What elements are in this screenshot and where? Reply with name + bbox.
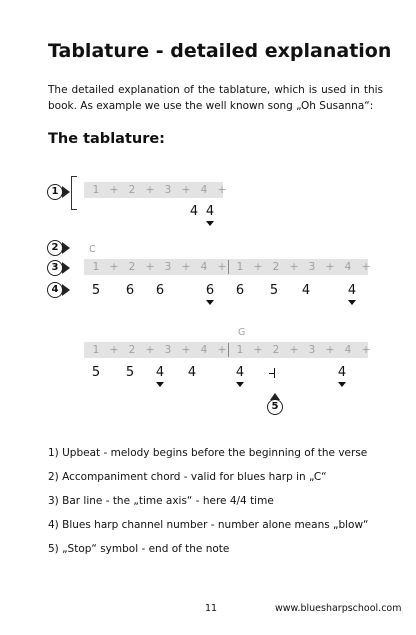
chord-label-c: C xyxy=(89,244,96,255)
channel-note: 4 xyxy=(187,365,197,380)
channel-note: 4 xyxy=(205,204,215,219)
channel-note: 5 xyxy=(125,365,135,380)
beat-label: + xyxy=(253,344,263,356)
channel-note: 4 xyxy=(189,204,199,219)
beat-label: + xyxy=(181,344,191,356)
beat-label: + xyxy=(289,344,299,356)
beat-label: 2 xyxy=(272,344,280,356)
beat-label: + xyxy=(181,261,191,273)
beat-label: + xyxy=(361,344,371,356)
beat-label: 1 xyxy=(92,261,100,273)
beat-label: 1 xyxy=(236,261,244,273)
verse1-beat-bar xyxy=(84,259,371,275)
intro-paragraph: The detailed explanation of the tablature, which is used in this book. As example we use the well known song „Oh Susanna“: xyxy=(48,84,383,112)
bar-line xyxy=(228,343,229,357)
marker-upbeat xyxy=(47,184,71,200)
beat-label: + xyxy=(109,261,119,273)
marker-number: 1 xyxy=(47,184,63,200)
draw-arrow-icon xyxy=(156,382,164,387)
beat-label: 2 xyxy=(128,261,136,273)
upbeat-bracket xyxy=(71,176,77,210)
website-link[interactable]: www.bluesharpschool.com xyxy=(275,603,402,614)
beat-label: + xyxy=(217,344,227,356)
page-number: 11 xyxy=(205,603,218,614)
section-subtitle: The tablature: xyxy=(48,131,165,147)
beat-label: 4 xyxy=(200,261,208,273)
channel-note: 4 xyxy=(301,283,311,298)
beat-label: 4 xyxy=(344,344,352,356)
marker-number: 4 xyxy=(47,282,63,298)
channel-note: 4 xyxy=(337,365,347,380)
channel-note: 6 xyxy=(125,283,135,298)
channel-note: 6 xyxy=(155,283,165,298)
marker-bar-line xyxy=(47,260,71,276)
draw-arrow-icon xyxy=(206,221,214,226)
beat-label: 3 xyxy=(164,184,172,196)
beat-label: 1 xyxy=(92,184,100,196)
beat-label: 2 xyxy=(128,344,136,356)
beat-label: 4 xyxy=(344,261,352,273)
channel-note: 4 xyxy=(155,365,165,380)
legend-item: 5) „Stop“ symbol - end of the note xyxy=(48,543,230,555)
beat-label: + xyxy=(289,261,299,273)
beat-label: + xyxy=(145,344,155,356)
draw-arrow-icon xyxy=(348,300,356,305)
channel-note: 5 xyxy=(269,283,279,298)
marker-arrow-icon xyxy=(62,284,70,296)
legend-item: 4) Blues harp channel number - number alone means „blow“ xyxy=(48,519,369,531)
beat-label: + xyxy=(145,184,155,196)
channel-note: 6 xyxy=(235,283,245,298)
marker-arrow-icon xyxy=(62,186,70,198)
beat-label: 4 xyxy=(200,184,208,196)
marker-arrow-icon xyxy=(62,262,70,274)
beat-label: + xyxy=(145,261,155,273)
beat-label: + xyxy=(253,261,263,273)
upbeat-beat-bar xyxy=(84,182,227,198)
marker-number: 3 xyxy=(47,260,63,276)
marker-stop-symbol xyxy=(267,393,283,417)
beat-label: 3 xyxy=(164,261,172,273)
beat-label: + xyxy=(109,344,119,356)
marker-channel-number xyxy=(47,282,71,298)
page-title: Tablature - detailed explanation xyxy=(48,40,392,62)
beat-label: 1 xyxy=(92,344,100,356)
draw-arrow-icon xyxy=(206,300,214,305)
marker-number: 2 xyxy=(47,240,63,256)
marker-arrow-icon xyxy=(62,242,70,254)
beat-label: + xyxy=(361,261,371,273)
legend-item: 2) Accompaniment chord - valid for blues harp in „C“ xyxy=(48,471,327,483)
channel-note: 4 xyxy=(235,365,245,380)
bar-line xyxy=(228,260,229,274)
draw-arrow-icon xyxy=(338,382,346,387)
beat-label: 3 xyxy=(164,344,172,356)
beat-label: 4 xyxy=(200,344,208,356)
beat-label: 3 xyxy=(308,261,316,273)
stop-symbol-icon xyxy=(269,368,279,378)
marker-number: 5 xyxy=(267,399,283,415)
beat-label: + xyxy=(325,261,335,273)
channel-note: 5 xyxy=(91,365,101,380)
beat-label: 2 xyxy=(128,184,136,196)
beat-label: + xyxy=(217,261,227,273)
channel-note: 4 xyxy=(347,283,357,298)
beat-label: + xyxy=(181,184,191,196)
beat-label: + xyxy=(217,184,227,196)
beat-label: + xyxy=(325,344,335,356)
channel-note: 6 xyxy=(205,283,215,298)
legend-item: 1) Upbeat - melody begins before the beginning of the verse xyxy=(48,447,368,459)
marker-chord xyxy=(47,240,71,256)
draw-arrow-icon xyxy=(236,382,244,387)
beat-label: 1 xyxy=(236,344,244,356)
verse2-beat-bar xyxy=(84,342,371,358)
chord-label-g: G xyxy=(238,327,246,338)
beat-label: 3 xyxy=(308,344,316,356)
legend-item: 3) Bar line - the „time axis“ - here 4/4 time xyxy=(48,495,274,507)
beat-label: + xyxy=(109,184,119,196)
beat-label: 2 xyxy=(272,261,280,273)
channel-note: 5 xyxy=(91,283,101,298)
